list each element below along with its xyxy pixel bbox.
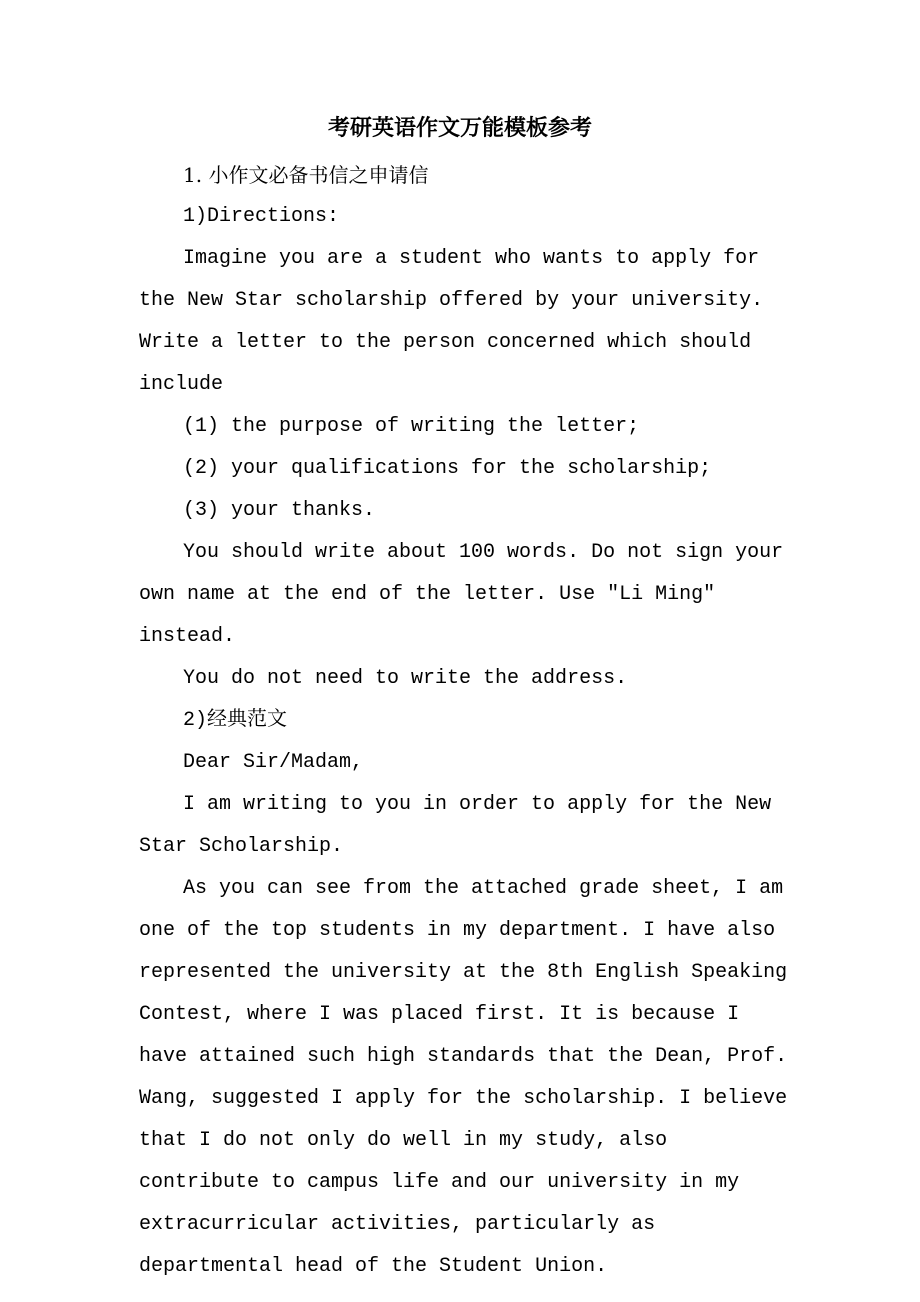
instruction-address: You do not need to write the address.	[183, 667, 628, 690]
section-directions-label: 1)Directions:	[183, 205, 340, 228]
letter-paragraph-qualifications: As you can see from the attached grade sheet, I am one of the top students in my department. I have also represented the university at the 8th English Speaking Contest, where I was placed first. It is because I have attained such high standards that the Dean, Prof. Wang, suggested I apply for the scholarship. I believe that I do not only do well in my study, also contribute to campus life and our university in my extracurricular activities, particularly as departmental head of the Student Union.	[139, 877, 788, 1278]
letter-paragraph-intro: I am writing to you in order to apply for the New Star Scholarship.	[139, 793, 772, 858]
requirement-item-thanks: (3) your thanks.	[183, 499, 376, 522]
heading-application-letter: 1. 小作文必备书信之申请信	[183, 163, 429, 187]
directions-paragraph: Imagine you are a student who wants to apply for the New Star scholarship offered by your university. Write a letter to the person concerned which should include	[139, 247, 764, 396]
document-title: 考研英语作文万能模板参考	[327, 115, 592, 141]
section-model-essay-label: 2)经典范文	[183, 709, 288, 732]
requirement-item-qualifications: (2) your qualifications for the scholarship;	[183, 457, 712, 480]
document-body	[139, 154, 789, 1288]
letter-salutation: Dear Sir/Madam,	[183, 751, 364, 774]
requirement-item-purpose: (1) the purpose of writing the letter;	[183, 415, 640, 438]
instruction-word-count: You should write about 100 words. Do not sign your own name at the end of the letter. Use "Li Ming" instead.	[139, 541, 784, 648]
